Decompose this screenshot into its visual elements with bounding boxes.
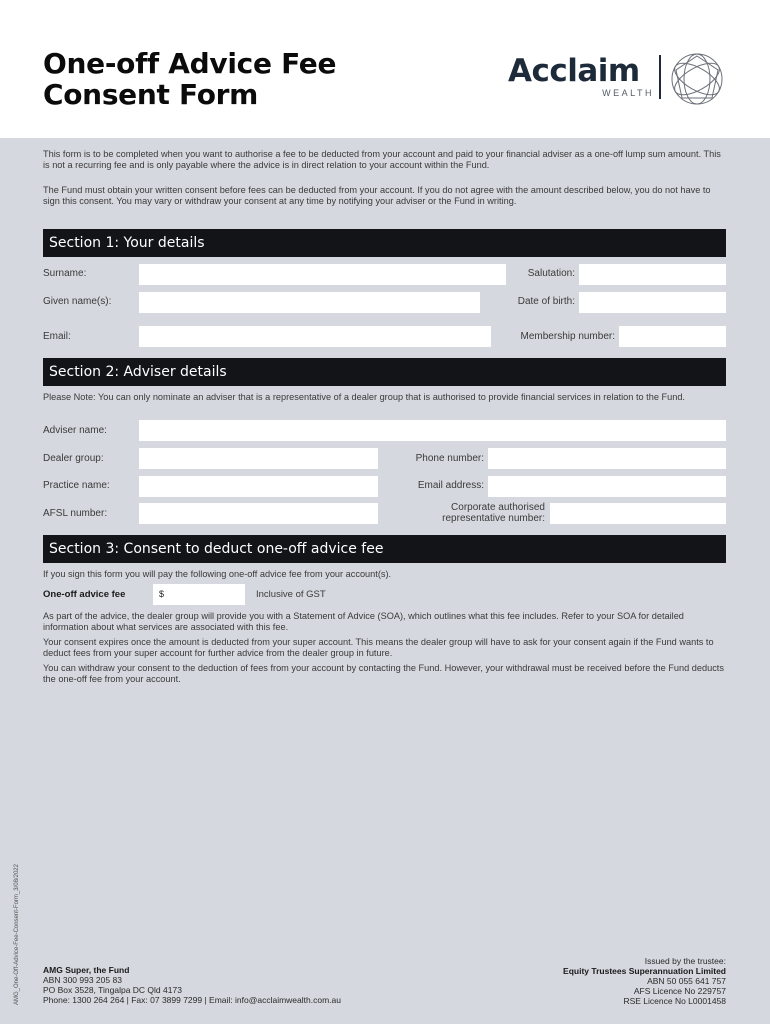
soa-paragraph: As part of the advice, the dealer group will provide you with a Statement of Advice (SOA), which outlines what this fee includes. Refer to your SOA for detailed information about what services are associated with this fee. (43, 611, 684, 632)
footer-trustee-details (563, 956, 726, 1006)
afsl-label: AFSL number: (43, 508, 108, 519)
practice-name-label: Practice name: (43, 480, 110, 491)
trustee-rse: RSE Licence No L0001458 (623, 996, 726, 1006)
car-label-line-2: representative number: (442, 513, 545, 524)
car-label-line-1: Corporate authorised (451, 502, 545, 513)
section-2-heading: Section 2: Adviser details (43, 358, 726, 386)
membership-label: Membership number: (520, 331, 615, 342)
afsl-field[interactable] (139, 503, 378, 524)
dealer-group-label: Dealer group: (43, 453, 104, 464)
given-names-field[interactable] (139, 292, 480, 313)
membership-field[interactable] (619, 326, 726, 347)
surname-label: Surname: (43, 268, 87, 279)
logo-divider (659, 55, 661, 99)
fund-contact: Phone: 1300 264 264 | Fax: 07 3899 7299 | Email: info@acclaimwealth.com.au (43, 995, 341, 1005)
surname-field[interactable] (139, 264, 506, 285)
dob-field[interactable] (579, 292, 726, 313)
page-header (0, 0, 770, 138)
intro-paragraph-2: The Fund must obtain your written consent before fees can be deducted from your account. If you do not agree with the amount described below, you do not have to sign this consent. You may vary or withdraw your consent at any time by notifying your adviser or the Fund in writing. (43, 185, 711, 206)
given-names-label: Given name(s): (43, 296, 112, 307)
intro-paragraph-1: This form is to be completed when you want to authorise a fee to be deducted from your account and paid to your financial adviser as a one-off lump sum amount. This is not a recurring fee and is only payable where the advice is in direct relation to your account within the Fund. (43, 149, 721, 170)
fund-name: AMG Super, the Fund (43, 965, 130, 975)
email-address-field[interactable] (488, 476, 726, 497)
dealer-group-field[interactable] (139, 448, 378, 469)
dob-label: Date of birth: (517, 296, 575, 307)
form-code-text: AMG_One-Off-Advice-Fee-Consent-Form_3/08/2022 (14, 864, 20, 1005)
section-3-heading: Section 3: Consent to deduct one-off advice fee (43, 535, 726, 563)
trustee-afs: AFS Licence No 229757 (633, 986, 726, 996)
car-label (400, 502, 545, 524)
salutation-field[interactable] (579, 264, 726, 285)
consent-intro: If you sign this form you will pay the following one-off advice fee from your account(s). (43, 569, 392, 579)
practice-name-field[interactable] (139, 476, 378, 497)
page-title (43, 48, 336, 110)
section-1-heading: Section 1: Your details (43, 229, 726, 257)
gst-label: Inclusive of GST (256, 589, 326, 600)
trustee-name: Equity Trustees Superannuation Limited (563, 966, 726, 976)
phone-label: Phone number: (415, 453, 484, 464)
adviser-note: Please Note: You can only nominate an adviser that is a representative of a dealer group that is authorised to provide financial services in relation to the Fund. (43, 392, 685, 402)
globe-icon (668, 52, 726, 106)
footer-fund-details (43, 965, 341, 1005)
adviser-name-label: Adviser name: (43, 425, 107, 436)
title-line-2: Consent Form (43, 78, 259, 111)
adviser-name-field[interactable] (139, 420, 726, 441)
fee-label: One-off advice fee (43, 589, 126, 600)
email-address-label: Email address: (417, 480, 484, 491)
phone-field[interactable] (488, 448, 726, 469)
email-field[interactable] (139, 326, 491, 347)
fund-address: PO Box 3528, Tingalpa DC Qld 4173 (43, 985, 182, 995)
email-label: Email: (43, 331, 71, 342)
salutation-label: Salutation: (527, 268, 575, 279)
expiry-paragraph: Your consent expires once the amount is deducted from your super account. This means the dealer group will have to ask for your consent again if the Fund wants to deduct fees from your super account for further advice from the dealer group in future. (43, 637, 714, 658)
title-line-1: One-off Advice Fee (43, 47, 337, 80)
withdraw-paragraph: You can withdraw your consent to the deduction of fees from your account by contacting the Fund. However, your withdrawal must be received before the Fund deducts the one-off fee from your account. (43, 663, 724, 684)
acclaim-logo (508, 52, 730, 106)
trustee-issued: Issued by the trustee: (644, 956, 726, 966)
logo-subtitle: WEALTH (602, 88, 654, 98)
logo-wordmark: Acclaim (508, 53, 640, 89)
trustee-abn: ABN 50 055 641 757 (647, 976, 726, 986)
fee-amount-field[interactable]: $ (153, 584, 245, 605)
car-number-field[interactable] (550, 503, 726, 524)
fund-abn: ABN 300 993 205 83 (43, 975, 122, 985)
